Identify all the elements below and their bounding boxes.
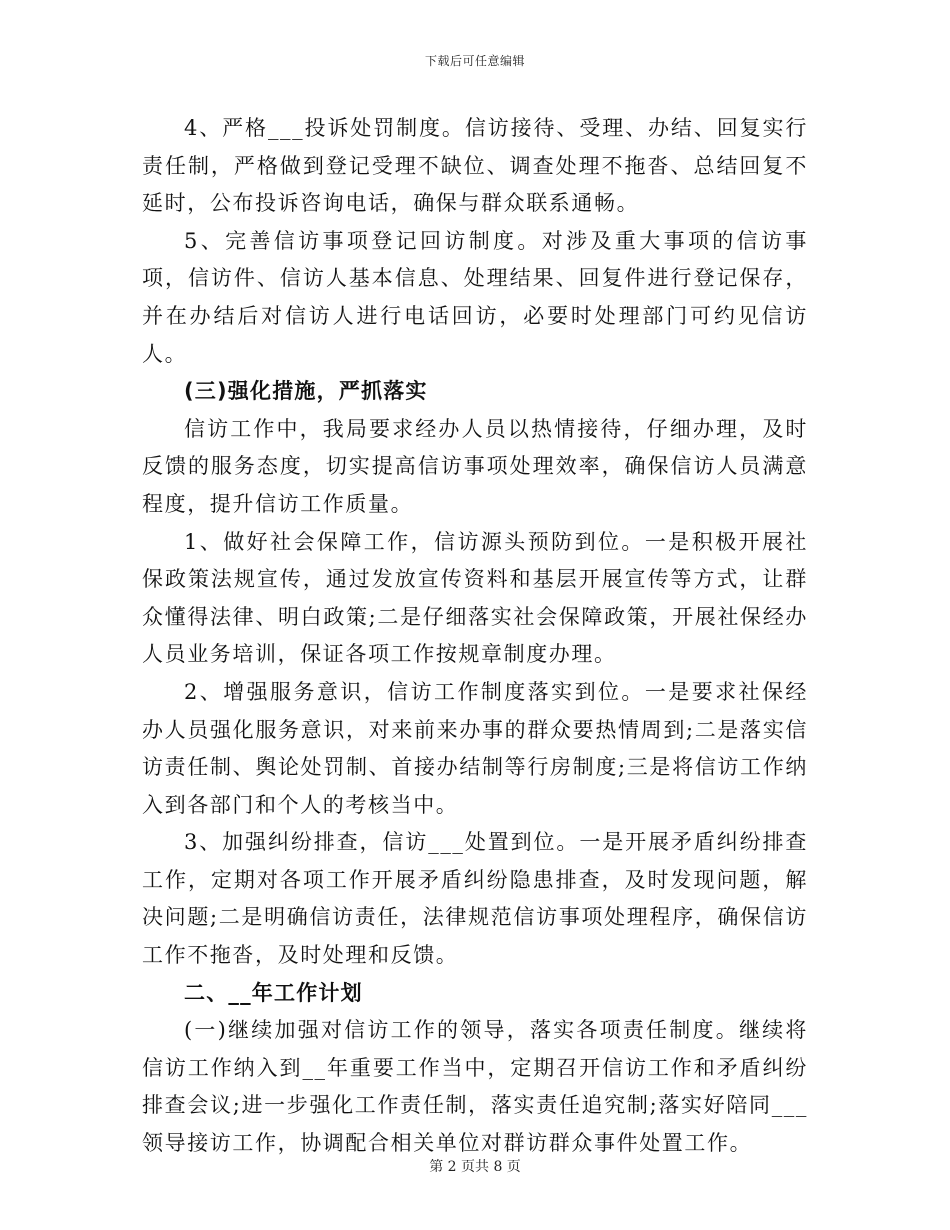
paragraph-work-attitude: 信访工作中，我局要求经办人员以热情接待，仔细办理，及时反馈的服务态度，切实提高信访事项处理效率，确保信访人员满意程度，提升信访工作质量。 [142, 416, 808, 516]
paragraph-registration-followup: 5、完善信访事项登记回访制度。对涉及重大事项的信访事项，信访件、信访人基本信息、处理结果、回复件进行登记保存，并在办结后对信访人进行电话回访，必要时处理部门可约见信访人。 [142, 228, 808, 366]
section-heading-measures: (三)强化措施，严抓落实 [184, 379, 428, 404]
paragraph-dispute-screening: 3、加强纠纷排查，信访___处置到位。一是开展矛盾纠纷排查工作，定期对各项工作开展矛盾纠纷隐患排查，及时发现问题，解决问题;二是明确信访责任，法律规范信访事项处理程序，确保信访工作不拖沓，及时处理和反馈。 [142, 830, 808, 968]
page-header: 下载后可任意编辑 [424, 54, 525, 68]
paragraph-service-awareness: 2、增强服务意识，信访工作制度落实到位。一是要求社保经办人员强化服务意识，对来前来办事的群众要热情周到;二是落实信访责任制、舆论处罚制、首接办结制等行房制度;三是将信访工作纳入到各部门和个人的考核当中。 [142, 679, 808, 817]
paragraph-complaint-penalty: 4、严格___投诉处罚制度。信访接待、受理、办结、回复实行责任制，严格做到登记受理不缺位、调查处理不拖沓、总结回复不延时，公布投诉咨询电话，确保与群众联系通畅。 [142, 116, 808, 216]
paragraph-social-security: 1、做好社会保障工作，信访源头预防到位。一是积极开展社保政策法规宣传，通过发放宣传资料和基层开展宣传等方式，让群众懂得法律、明白政策;二是仔细落实社会保障政策，开展社保经办人员业务培训，保证各项工作按规章制度办理。 [142, 529, 808, 667]
page-number: 第 2 页共 8 页 [429, 1159, 521, 1175]
paragraph-leadership: (一)继续加强对信访工作的领导，落实各项责任制度。继续将信访工作纳入到__年重要工作当中，定期召开信访工作和矛盾纠纷排查会议;进一步强化工作责任制，落实责任追究制;落实好陪同___领导接访工作，协调配合相关单位对群访群众事件处置工作。 [142, 1018, 808, 1156]
section-heading-work-plan: 二、__年工作计划 [184, 980, 363, 1005]
document-body [142, 110, 808, 1163]
